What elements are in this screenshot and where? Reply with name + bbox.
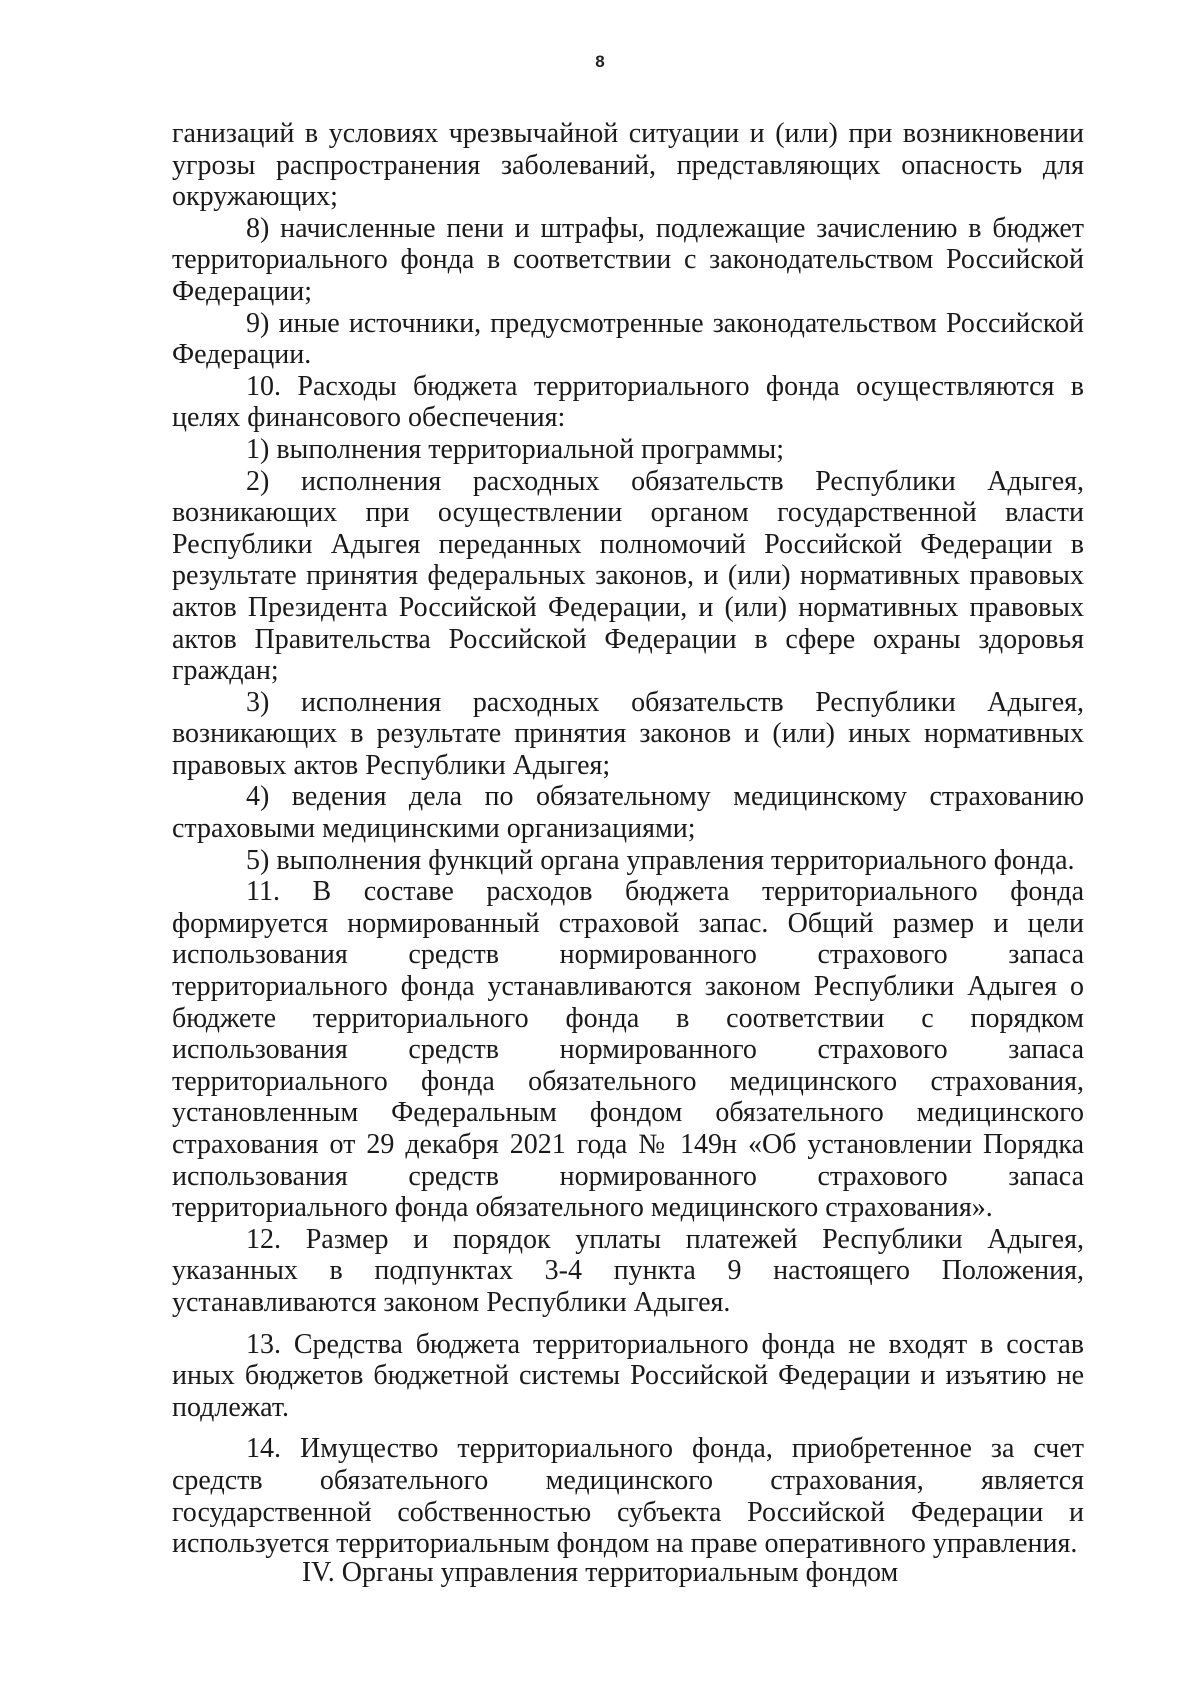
- paragraph-continuation: ганизаций в условиях чрезвычайной ситуации и (или) при возникновении угрозы распространения заболеваний, представляющих опасность для окружающих;: [172, 118, 1084, 213]
- section-heading: IV. Органы управления территориальным фондом: [301, 1557, 899, 1588]
- paragraph-clause-12: 12. Размер и порядок уплаты платежей Республики Адыгея, указанных в подпунктах 3-4 пункта 9 настоящего Положения, устанавливаются законом Республики Адыгея.: [172, 1223, 1084, 1318]
- paragraph-clause-14: 14. Имущество территориального фонда, приобретенное за счет средств обязательного медицинского страхования, является государственной собственностью субъекта Российской Федерации и используется территориальным фондом на праве оперативного управления.: [172, 1433, 1084, 1560]
- paragraph-clause-10: 10. Расходы бюджета территориального фонда осуществляются в целях финансового обеспечения:: [172, 370, 1084, 434]
- paragraph-subitem-5: 5) выполнения функций органа управления территориального фонда.: [246, 844, 1075, 876]
- paragraph-clause-11: 11. В составе расходов бюджета территориального фонда формируется нормированный страховой запас. Общий размер и цели использования средств нормированного страхового запаса территориального фонда устанавливаются законом Республики Адыгея о бюджете территориального фонда в соответствии с порядком использования средств нормированного страхового запаса территориального фонда обязательного медицинского страхования, установленным Федеральным фондом обязательного медицинского страхования от 29 декабря 2021 года № 149н «Об установлении Порядка использования средств нормированного страхового запаса территориального фонда обязательного медицинского страхования».: [172, 876, 1084, 1224]
- paragraph-clause-13: 13. Средства бюджета территориального фонда не входят в состав иных бюджетов бюджетной системы Российской Федерации и изъятию не подлежат.: [172, 1328, 1084, 1423]
- paragraph-item-9: 9) иные источники, предусмотренные законодательством Российской Федерации.: [172, 307, 1084, 371]
- document-body: [172, 118, 1084, 1560]
- paragraph-subitem-2: 2) исполнения расходных обязательств Республики Адыгея, возникающих при осуществлении органом государственной власти Республики Адыгея переданных полномочий Российской Федерации в результате принятия федеральных законов, и (или) нормативных правовых актов Президента Российской Федерации, и (или) нормативных правовых актов Правительства Российской Федерации в сфере охраны здоровья граждан;: [172, 465, 1084, 687]
- paragraph-subitem-3: 3) исполнения расходных обязательств Республики Адыгея, возникающих в результате принятия законов и (или) иных нормативных правовых актов Республики Адыгея;: [172, 686, 1084, 781]
- paragraph-subitem-4: 4) ведения дела по обязательному медицинскому страхованию страховыми медицинскими организациями;: [172, 781, 1084, 845]
- paragraph-item-8: 8) начисленные пени и штрафы, подлежащие зачислению в бюджет территориального фонда в соответствии с законодательством Российской Федерации;: [172, 212, 1084, 307]
- page-number: 8: [595, 52, 605, 71]
- paragraph-subitem-1: 1) выполнения территориальной программы;: [246, 433, 785, 465]
